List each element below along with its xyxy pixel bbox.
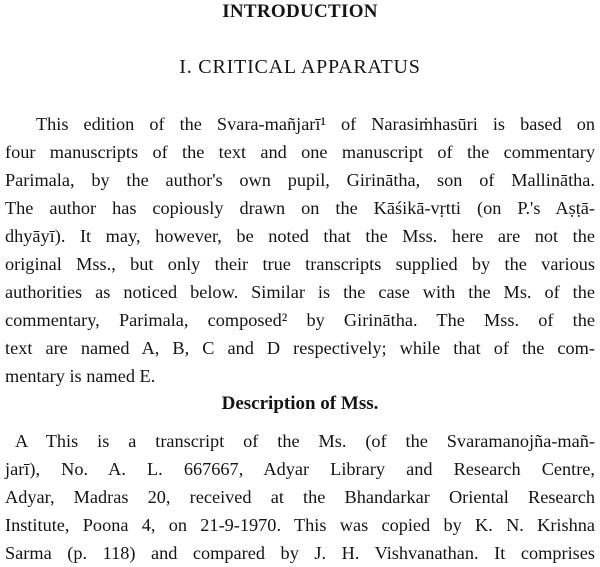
text-line: commentary, Parimala, composed² by Girinātha. The Mss. of the xyxy=(5,310,595,330)
text-line: This edition of the Svara-mañjarī¹ of Narasiṁhasūri is based on xyxy=(36,114,595,134)
text-line: The author has copiously drawn on the Kāśikā-vṛtti (on P.'s Aṣṭā- xyxy=(5,198,595,218)
text-line: mentary is named E. xyxy=(5,366,156,386)
text-line: original Mss., but only their true transcripts supplied by the various xyxy=(5,254,595,274)
text-line: four manuscripts of the text and one manuscript of the commentary xyxy=(5,142,595,162)
section-heading: I. CRITICAL APPARATUS xyxy=(179,56,421,78)
text-line: jarī), No. A. L. 667667, Adyar Library and Research Centre, xyxy=(5,459,595,479)
text-line: Adyar, Madras 20, received at the Bhandarkar Oriental Research xyxy=(5,487,595,507)
text-line: authorities as noticed below. Similar is the case with the Ms. of the xyxy=(5,282,595,302)
text-line: A This is a transcript of the Ms. (of the Svaramanojña-mañ- xyxy=(15,431,595,451)
text-line: text are named A, B, C and D respectively; while that of the com- xyxy=(5,338,595,358)
text-line: dhyāyī). It may, however, be noted that the Mss. here are not the xyxy=(5,226,595,246)
text-line: Parimala, by the author's own pupil, Girinātha, son of Mallinātha. xyxy=(5,170,595,190)
subsection-heading: Description of Mss. xyxy=(221,393,379,414)
text-line: Sarma (p. 118) and compared by J. H. Vishvanathan. It comprises xyxy=(5,543,595,563)
page-title: INTRODUCTION xyxy=(222,1,378,22)
text-line: Institute, Poona 4, on 21-9-1970. This was copied by K. N. Krishna xyxy=(5,515,595,535)
